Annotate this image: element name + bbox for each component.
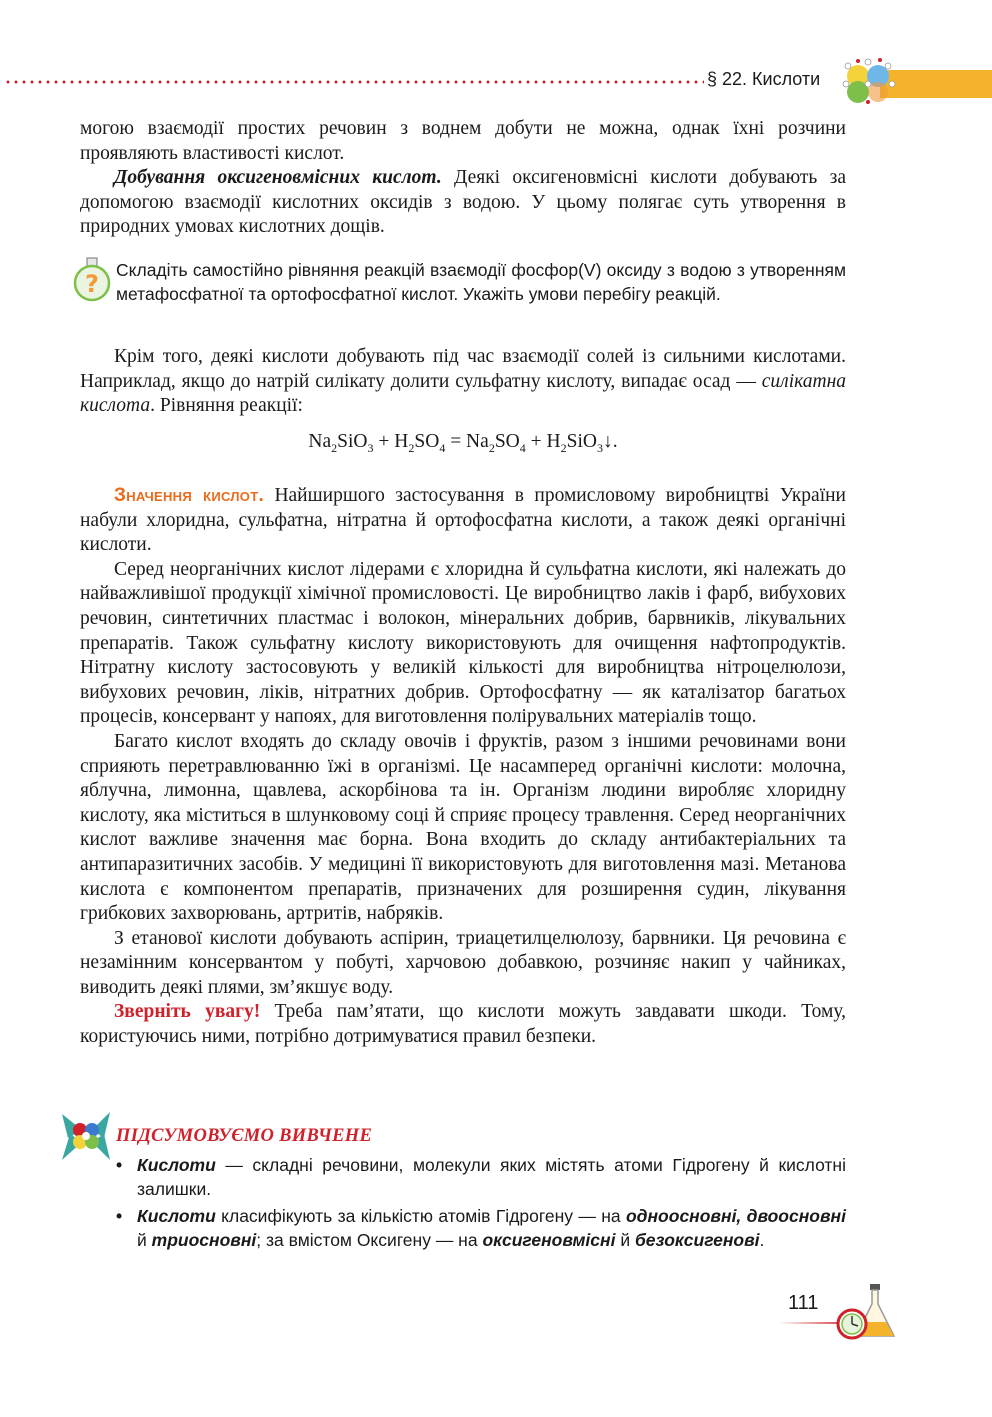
warning-heading: Зверніть увагу! bbox=[114, 1001, 261, 1023]
term-silicic-acid: силікатна кислота bbox=[80, 370, 846, 417]
paragraph-text: Найширшого застосування в промисловому виробництві України набули хлоридна, сульфатна, нітратна й ортофосфатна кислоти, а також деякі органічні кислоти. bbox=[80, 485, 846, 556]
text-block-1 bbox=[80, 117, 846, 240]
paragraph-text: Крім того, деякі кислоти добувають під час взаємодії солей із сильними кислотами. Наприклад, якщо до натрій силікату долити сульфатну кислоту, випадає осад — bbox=[80, 346, 846, 392]
flask-clock-icon bbox=[834, 1282, 900, 1342]
svg-text:?: ? bbox=[85, 270, 99, 298]
paragraph-organic: Багато кислот входять до складу овочів і фруктів, разом з іншими речовинами вони сприяють перетравлюванню їжі в організмі. Це насамперед органічні кислоти: молочна, яблучна, лимонна, щавлева, аскорбінова та ін. Організм людини виробляє хлоридну кислоту, яка міститься в шлунковому соці й сприяє процесу травлення. Серед неорганічних кислот важливе значення має борна. Вона входить до складу антибактеріальних та антипаразитичних засобів. У медицині її використовують для виготовлення мазі. Метанова кислота є компонентом препаратів, призначених для розширення судин, лікування грибкових захворювань, артритів, набряків. bbox=[80, 730, 846, 925]
section-title: § 22. Кислоти bbox=[707, 69, 821, 89]
page-number: 111 bbox=[788, 1292, 819, 1314]
term-oxygen-acids: Добування оксигеновмісних кислот. bbox=[114, 167, 442, 189]
paragraph-importance bbox=[80, 484, 846, 558]
page-header bbox=[0, 64, 992, 104]
reaction-equation: $Na_2SiO_3 + H_2SO_4 = Na_2SO_4$ + $H_2SiO_3↓$. bbox=[308, 431, 618, 455]
paragraph-continued: могою взаємодії простих речовин з воднем добути не можна, однак їхні розчини проявляють властивості кислот. bbox=[80, 118, 846, 164]
summary-molecule-icon bbox=[58, 1108, 114, 1164]
paragraph-text: . Рівняння реакції: bbox=[150, 395, 303, 417]
importance-heading: Значення кислот. bbox=[114, 485, 265, 506]
task-text: Складіть самостійно рівняння реакцій взаємодії фосфор(V) оксиду з водою з утворенням метафосфатної та ортофосфатної кислот. Укажіть умови перебігу реакцій. bbox=[116, 260, 846, 304]
summary-heading: ПІДСУМОВУЄМО ВИВЧЕНЕ bbox=[116, 1126, 373, 1146]
paragraph-warning bbox=[80, 1000, 846, 1049]
paragraph-text: Деякі оксигеновмісні кислоти добувають за допомогою взаємодії кислотних оксидів з водою. У цьому полягає суть утворення в природних умовах кислотних дощів. bbox=[80, 167, 847, 238]
paragraph-text: Треба пам’ятати, що кислоти можуть завдавати шкоди. Тому, користуючись ними, потрібно дотримуватися правил безпеки. bbox=[80, 1001, 846, 1048]
paragraph-oxygen-acids bbox=[80, 166, 846, 240]
paragraph-ethanoic: З етанової кислоти добувають аспірин, триацетилцелюлозу, барвники. Ця речовина є незамінним консервантом у побуті, харчовою добавкою, розчиняє накип у чайниках, виводить деякі плями, зм’якшує воду. bbox=[80, 927, 846, 998]
list-item: • Кислоти — складні речовини, молекули яких містять атоми Гідрогену й кислотні залишки. bbox=[116, 1154, 846, 1201]
molecule-icon bbox=[840, 56, 900, 108]
list-item: • Кислоти класифікують за кількістю атомів Гідрогену — на одноосновні, двоосновні й триосновні; за вмістом Оксигену — на оксигеновмісні й безоксигенові. bbox=[116, 1205, 846, 1252]
paragraph-silicate bbox=[80, 345, 846, 419]
dotted-rule bbox=[4, 80, 704, 84]
text-block-2 bbox=[80, 345, 846, 419]
question-flask-icon bbox=[72, 256, 112, 302]
summary-list bbox=[116, 1154, 846, 1256]
paragraph-inorganic: Серед неорганічних кислот лідерами є хлоридна й сульфатна кислоти, які належать до найважливішої продукції хімічної промисловості. Це виробництво лаків і фарб, вибухових речовин, синтетичних пластмас і волокон, мінеральних добрив, барвників, лікувальних препаратів. Також сульфатну кислоту використовують для очищення нафтопродуктів. Нітратну кислоту застосовують у великій кількості для виробництва нітроцелюлози, вибухових речовин, ліків, нітратних добрив. Ортофосфатну — як каталізатор багатьох процесів, консервант у напоях, для виготовлення полірувальних матеріалів тощо. bbox=[80, 558, 846, 728]
text-block-3 bbox=[80, 484, 846, 1050]
